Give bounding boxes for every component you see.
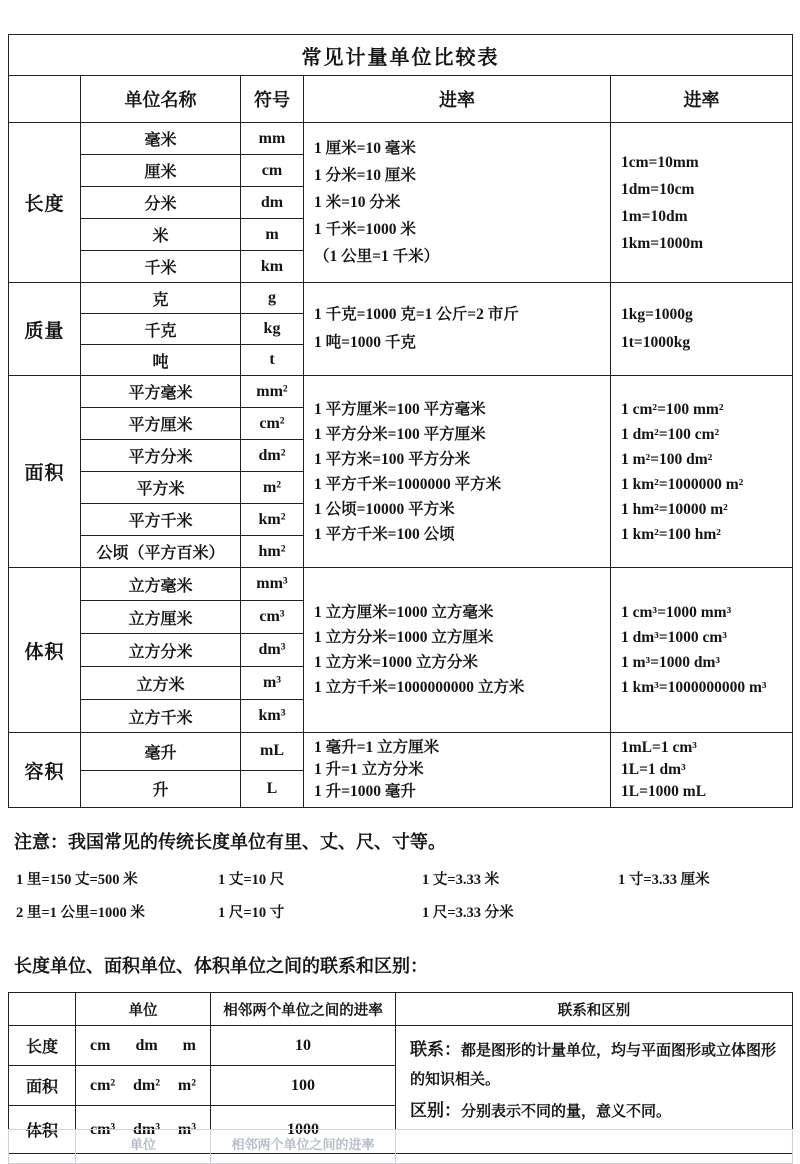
main-table [8,34,793,808]
note-grid [16,868,792,922]
rate-line: 1t=1000kg [621,334,691,351]
unit-symbol-cell: dm² [241,440,304,472]
unit-symbol-cell: mm² [241,376,304,408]
unit-item: dm² [133,1076,161,1094]
unit-symbol-cell: km² [241,504,304,536]
rate-line: 1 平方米=100 平方分米 [314,450,471,468]
unit-symbol-cell: m [241,219,304,251]
unit-symbol-cell: cm² [241,408,304,440]
rate-cn-cell [304,733,611,808]
rate-line: 1 km²=100 hm² [621,525,721,543]
header-unit-name-cell: 单位名称 [81,76,241,123]
rate-line: 1 m²=100 dm² [621,450,713,468]
rate-line: 1 毫升=1 立方厘米 [314,739,440,756]
main-table-title-row [9,35,793,76]
rate-line: 1 平方分米=100 平方厘米 [314,425,486,443]
unit-name-cell: 厘米 [81,155,241,187]
unit-name-cell: 平方米 [81,472,241,504]
main-table-title: 常见计量单位比较表 [9,35,793,76]
unit-symbol-cell: m² [241,472,304,504]
unit-symbol-cell: m³ [241,667,304,700]
rate-line: （1 公里=1 千米） [314,248,440,265]
rate-line: 1 厘米=10 毫米 [314,140,416,157]
rate-line: 1 平方厘米=100 平方毫米 [314,400,486,418]
page-break-ghost-header [8,1129,792,1152]
rate-sym-cell [611,283,793,376]
unit-name-cell: 立方毫米 [81,568,241,601]
table-row [9,376,793,408]
rel-header-summary-cell: 联系和区别 [396,993,793,1026]
unit-name-cell: 立方分米 [81,634,241,667]
unit-name-cell: 立方米 [81,667,241,700]
rate-line: 1 cm²=100 mm² [621,400,724,418]
unit-name-cell: 平方厘米 [81,408,241,440]
rel-units-cell [76,1066,211,1106]
unit-symbol-cell: mm³ [241,568,304,601]
unit-symbol-cell: t [241,345,304,376]
rate-cn-cell [304,376,611,568]
rel-units-cell [76,1026,211,1066]
unit-name-cell: 米 [81,219,241,251]
unit-symbol-cell: dm³ [241,634,304,667]
unit-name-cell: 毫米 [81,123,241,155]
table-row [9,733,793,771]
unit-symbol-cell: mL [241,733,304,771]
rel-header-rate-cell: 相邻两个单位之间的进率 [211,993,396,1026]
unit-name-cell: 分米 [81,187,241,219]
header-symbol-cell: 符号 [241,76,304,123]
unit-name-cell: 克 [81,283,241,314]
note-item: 1 尺=3.33 分米 [422,905,514,921]
rel-header-blank-cell [9,993,76,1026]
rate-line: 1L=1 dm³ [621,761,686,778]
unit-name-cell: 平方毫米 [81,376,241,408]
rate-line: 1mL=1 cm³ [621,739,697,756]
unit-symbol-cell: hm² [241,536,304,568]
unit-name-cell: 公顷（平方百米） [81,536,241,568]
header-category-cell [9,76,81,123]
rate-line: 1 千米=1000 米 [314,221,416,238]
table-row [9,283,793,314]
unit-symbol-cell: g [241,283,304,314]
main-table-header-row [9,76,793,123]
note-item [618,901,800,922]
header-rate-sym-cell: 进率 [611,76,793,123]
rate-line: 1 立方米=1000 立方分米 [314,654,478,671]
header-rate-cn-cell: 进率 [304,76,611,123]
relation-header-row [9,993,793,1026]
unit-symbol-cell: dm [241,187,304,219]
note-item: 1 尺=10 寸 [218,905,285,921]
table-row [9,1026,793,1066]
rate-line: 1m=10dm [621,207,688,225]
unit-symbol-cell: km [241,251,304,283]
rate-line: 1 立方千米=1000000000 立方米 [314,679,525,696]
link-label: 联系： [410,1040,461,1059]
unit-name-cell: 平方千米 [81,504,241,536]
rate-line: 1kg=1000g [621,306,693,323]
unit-symbol-cell: L [241,770,304,808]
unit-symbol-cell: kg [241,314,304,345]
diff-text: 分别表示不同的量，意义不同。 [461,1103,672,1120]
category-cell-mass: 质量 [9,283,81,376]
rate-line: 1L=1000 mL [621,783,707,800]
rate-line: 1km=1000m [621,234,704,252]
ghost-blank-cell [9,1130,76,1164]
link-text: 都是图形的计量单位，均与平面图形或立体图形的知识相关。 [410,1043,777,1089]
note-item: 1 丈=10 尺 [218,872,285,888]
unit-name-cell: 立方厘米 [81,601,241,634]
unit-name-cell: 千米 [81,251,241,283]
diff-label: 区别： [410,1100,461,1120]
unit-name-cell: 立方千米 [81,700,241,733]
ghost-unit-cell: 单位 [76,1130,211,1164]
note-item: 1 寸=3.33 厘米 [618,872,710,888]
relation-diff-line [410,1095,778,1127]
unit-symbol-cell: km³ [241,700,304,733]
unit-symbol-cell: cm [241,155,304,187]
relation-heading: 长度单位、面积单位、体积单位之间的联系和区别： [14,956,428,976]
rate-line: 1 升=1000 毫升 [314,783,416,800]
unit-symbol-cell: cm³ [241,601,304,634]
rate-sym-cell [611,733,793,808]
unit-name-cell: 吨 [81,345,241,376]
rate-line: 1 公顷=10000 平方米 [314,500,455,518]
ghost-header-row [9,1130,793,1164]
unit-name-cell: 升 [81,770,241,808]
ghost-rate-cell: 相邻两个单位之间的进率 [211,1130,396,1164]
rate-line: 1 m³=1000 dm³ [621,654,721,671]
rate-line: 1cm=10mm [621,153,699,171]
table-row [9,123,793,155]
unit-item: cm² [90,1076,116,1094]
rate-line: 1 吨=1000 千克 [314,334,416,351]
note-title: 注意：我国常见的传统长度单位有里、丈、尺、寸等。 [14,832,446,852]
rate-line: 1 千克=1000 克=1 公斤=2 市斤 [314,306,519,323]
rate-line: 1 dm³=1000 cm³ [621,629,727,646]
rel-category-cell: 体积 [9,1106,76,1154]
rate-sym-cell [611,123,793,283]
note-item: 2 里=1 公里=1000 米 [16,905,145,921]
rel-category-cell: 面积 [9,1066,76,1106]
rate-sym-cell [611,568,793,733]
unit-item: m³ [177,1120,196,1138]
rate-line: 1 km²=1000000 m² [621,475,744,493]
unit-name-cell: 千克 [81,314,241,345]
unit-item: cm [90,1036,111,1054]
rate-cn-cell [304,123,611,283]
rate-line: 1 km³=1000000000 m³ [621,679,767,696]
rel-rate-cell: 1000 [211,1106,396,1154]
rate-cn-cell [304,283,611,376]
note-item: 1 丈=3.33 米 [422,872,500,888]
rel-header-unit-cell: 单位 [76,993,211,1026]
rate-line: 1 平方千米=100 公顷 [314,525,455,543]
rate-cn-cell [304,568,611,733]
unit-item: dm [135,1036,158,1054]
rate-line: 1 dm²=100 cm² [621,425,720,443]
category-cell-volume: 体积 [9,568,81,733]
category-cell-capacity: 容积 [9,733,81,808]
rate-line: 1dm=10cm [621,180,695,198]
unit-name-cell: 毫升 [81,733,241,771]
rate-sym-cell [611,376,793,568]
rate-line: 1 立方厘米=1000 立方毫米 [314,604,494,621]
unit-symbol-cell: mm [241,123,304,155]
rate-line: 1 平方千米=1000000 平方米 [314,475,502,493]
note-item: 1 里=150 丈=500 米 [16,872,138,888]
rel-rate-cell: 100 [211,1066,396,1106]
ghost-last-cell [396,1130,793,1164]
rate-line: 1 分米=10 厘米 [314,167,416,184]
category-cell-length: 长度 [9,123,81,283]
rate-line: 1 升=1 立方分米 [314,761,424,778]
category-cell-area: 面积 [9,376,81,568]
rate-line: 1 cm³=1000 mm³ [621,604,732,621]
unit-item: cm³ [90,1120,116,1138]
rate-line: 1 立方分米=1000 立方厘米 [314,629,494,646]
rel-category-cell: 长度 [9,1026,76,1066]
rate-line: 1 米=10 分米 [314,194,401,211]
unit-item: m [182,1036,196,1054]
rate-line: 1 hm²=10000 m² [621,500,728,518]
table-row [9,568,793,601]
unit-item: m² [177,1076,196,1094]
unit-item: dm³ [133,1120,161,1138]
unit-name-cell: 平方分米 [81,440,241,472]
rel-rate-cell: 10 [211,1026,396,1066]
relation-link-line [410,1034,778,1095]
